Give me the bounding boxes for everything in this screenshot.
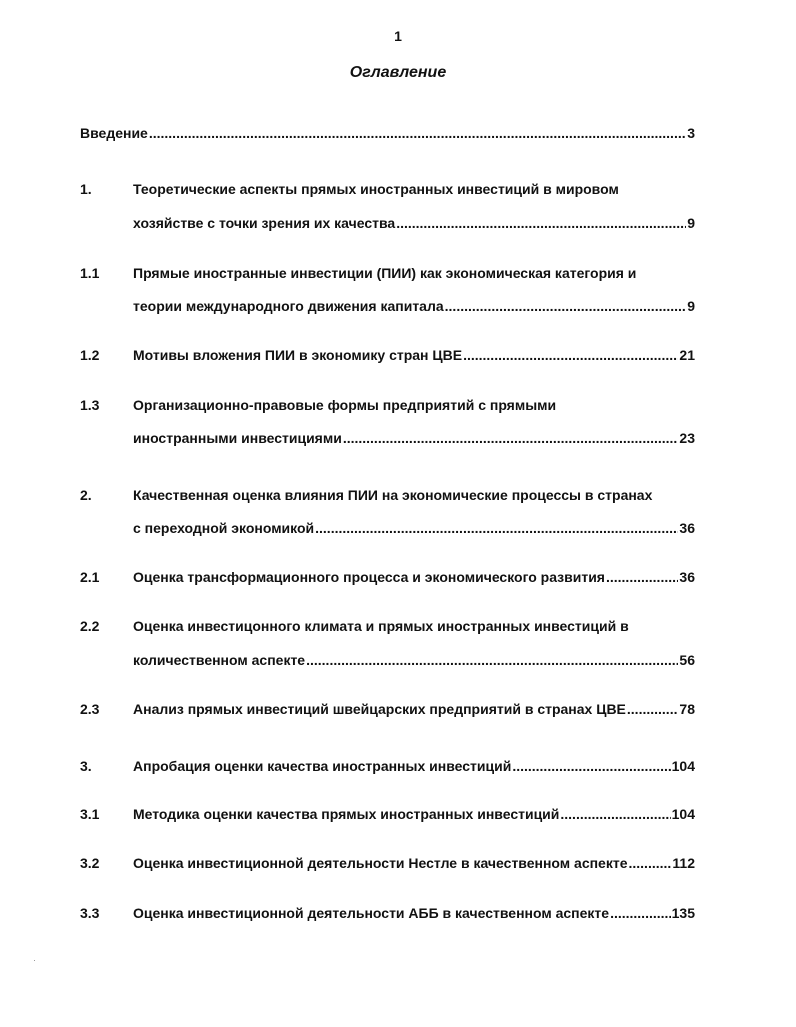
leader-dots — [306, 651, 678, 669]
toc-entry-label: с переходной экономикой — [133, 520, 315, 536]
leader-dots — [445, 297, 687, 315]
toc-entry-number: 2.2 — [80, 618, 100, 634]
toc-entry-page: 36 — [679, 569, 695, 585]
toc-entry-label: Анализ прямых инвестиций швейцарских предприятий в странах ЦВЕ — [133, 701, 626, 717]
leader-dots — [560, 805, 670, 823]
toc-entry-number: 1. — [80, 181, 92, 197]
toc-title: Оглавление — [349, 64, 447, 81]
toc-entry-page: 21 — [679, 347, 695, 363]
toc-entry-2-3[interactable] — [133, 700, 695, 718]
leader-dots — [610, 904, 671, 922]
toc-entry-page: 78 — [679, 701, 695, 717]
leader-dots — [463, 346, 678, 364]
toc-entry-label: Мотивы вложения ПИИ в экономику стран ЦВЕ — [133, 347, 463, 363]
leader-dots — [343, 429, 679, 447]
leader-dots — [149, 124, 686, 142]
toc-entry-label: Организационно-правовые формы предприятий с прямыми — [133, 397, 557, 413]
toc-entry-number: 3. — [80, 758, 92, 774]
toc-entry-label: Оценка трансформационного процесса и экономического развития — [133, 569, 605, 585]
page-number: 1 — [394, 28, 402, 44]
leader-dots — [512, 757, 670, 775]
toc-entry-page: 9 — [687, 215, 695, 231]
toc-entry-label: хозяйстве с точки зрения их качества — [133, 215, 396, 231]
leader-dots — [627, 700, 679, 718]
toc-entry-label: Прямые иностранные инвестиции (ПИИ) как экономическая категория и — [133, 265, 637, 281]
toc-entry-label: Методика оценки качества прямых иностранных инвестиций — [133, 806, 560, 822]
toc-entry-page: 112 — [672, 855, 695, 871]
toc-entry-page: 3 — [687, 125, 695, 141]
toc-entry-page: 104 — [671, 806, 695, 822]
toc-entry-number: 1.2 — [80, 347, 100, 363]
toc-entry-1[interactable] — [133, 214, 695, 232]
toc-entry-2[interactable] — [133, 519, 695, 537]
toc-entry-label: Апробация оценки качества иностранных инвестиций — [133, 758, 512, 774]
toc-entry-page: 56 — [679, 652, 695, 668]
toc-entry-number: 1.1 — [80, 265, 100, 281]
toc-entry-label: Оценка инвестицонного климата и прямых иностранных инвестиций в — [133, 618, 629, 634]
toc-entry-number: 2.1 — [80, 569, 100, 585]
toc-entry-3-1[interactable] — [133, 805, 695, 823]
toc-entry-page: 23 — [679, 430, 695, 446]
toc-entry-page: 135 — [671, 905, 695, 921]
toc-entry-label: теории международного движения капитала — [133, 298, 444, 314]
leader-dots — [315, 519, 678, 537]
toc-entry-label: количественном аспекте — [133, 652, 306, 668]
toc-entry-2-2[interactable] — [133, 651, 695, 669]
toc-entry-page: 104 — [671, 758, 695, 774]
toc-entry-label: Теоретические аспекты прямых иностранных инвестиций в мировом — [133, 181, 619, 197]
toc-entry-label: Оценка инвестиционной деятельности Нестле в качественном аспекте — [133, 855, 628, 871]
toc-entry-number: 2.3 — [80, 701, 100, 717]
toc-entry-1-3[interactable] — [133, 429, 695, 447]
leader-dots — [396, 214, 686, 232]
toc-entry-label: иностранными инвестициями — [133, 430, 342, 446]
toc-entry-1-1[interactable] — [133, 297, 695, 315]
toc-entry-3-3[interactable] — [133, 904, 695, 922]
leader-dots — [629, 854, 672, 872]
toc-entry-label: Введение — [80, 125, 148, 141]
leader-dots — [606, 568, 678, 586]
toc-entry-number: 3.1 — [80, 806, 100, 822]
toc-entry-introduction[interactable] — [80, 124, 695, 142]
toc-entry-2-1[interactable] — [133, 568, 695, 586]
toc-entry-3[interactable] — [133, 757, 695, 775]
toc-entry-label: Качественная оценка влияния ПИИ на экономические процессы в странах — [133, 487, 653, 503]
toc-entry-1-2[interactable] — [133, 346, 695, 364]
toc-entry-page: 36 — [679, 520, 695, 536]
toc-entry-label: Оценка инвестиционной деятельности АББ в качественном аспекте — [133, 905, 610, 921]
toc-entry-number: 3.3 — [80, 905, 100, 921]
toc-entry-page: 9 — [687, 298, 695, 314]
toc-entry-number: 2. — [80, 487, 92, 503]
toc-entry-number: 1.3 — [80, 397, 100, 413]
scan-speck — [34, 960, 35, 961]
toc-entry-number: 3.2 — [80, 855, 100, 871]
toc-entry-3-2[interactable] — [133, 854, 695, 872]
